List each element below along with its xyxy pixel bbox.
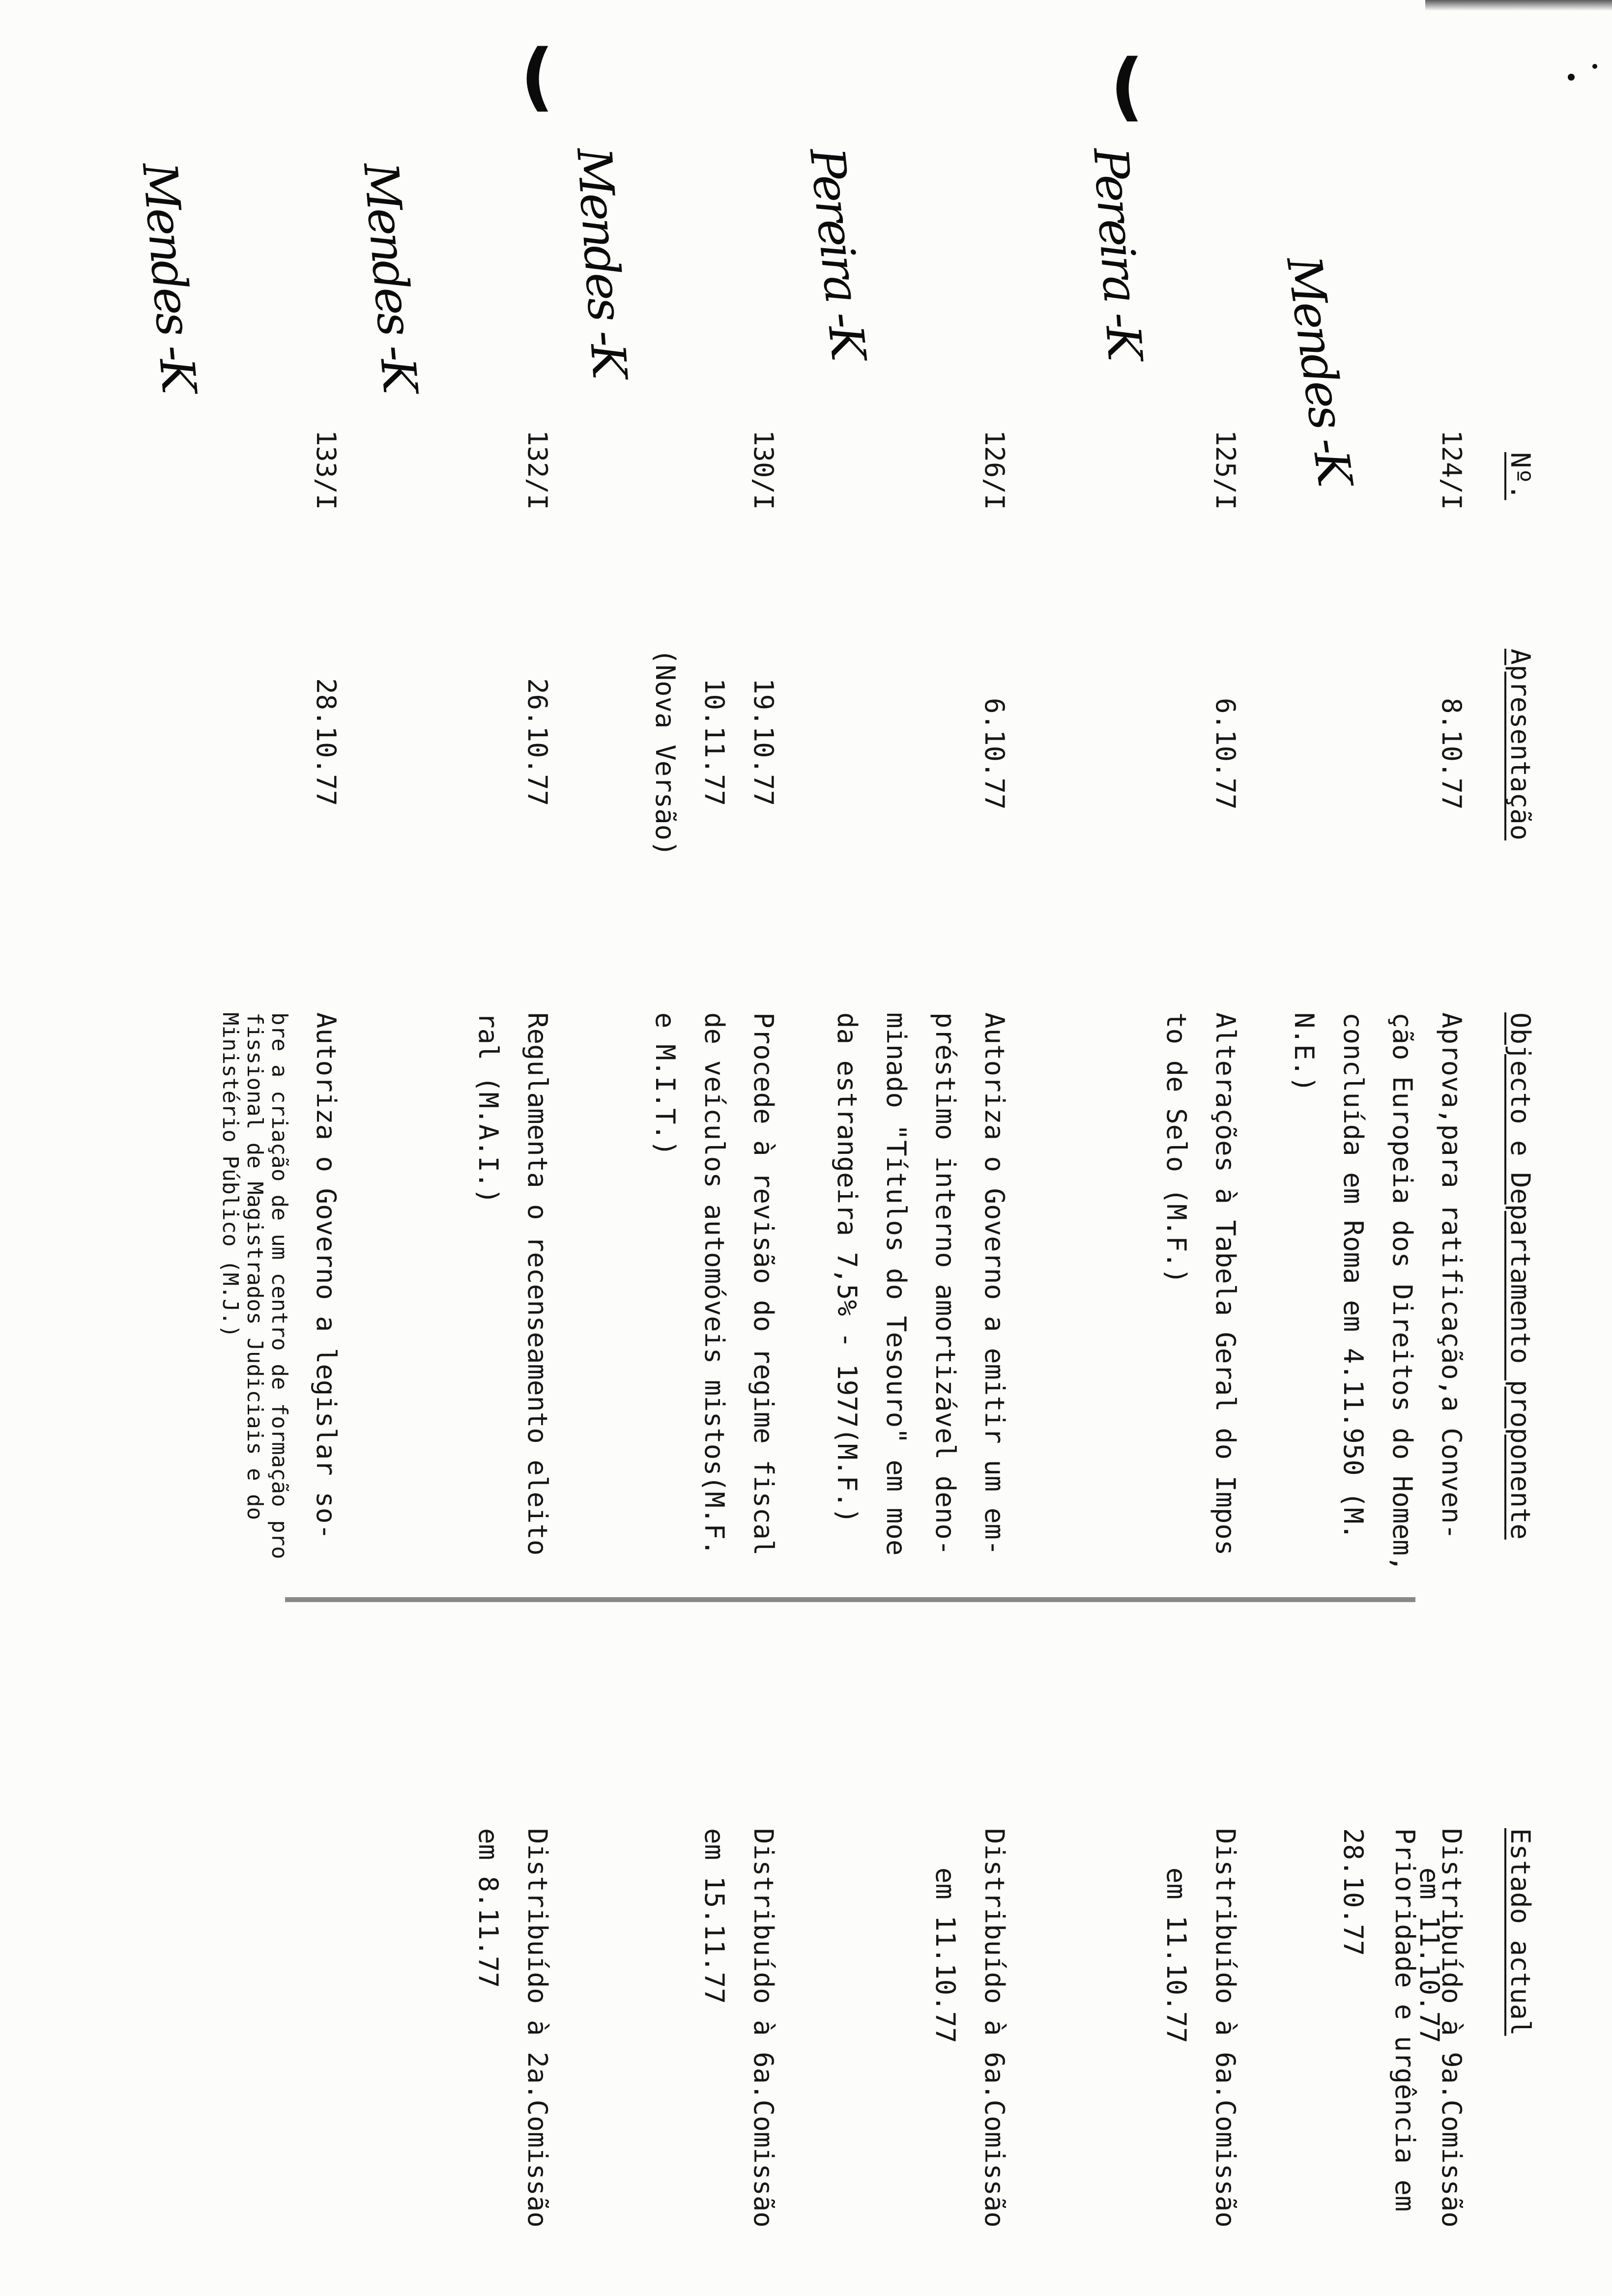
row-status-line: Distribuído à 2a.Comissão xyxy=(522,1828,553,2228)
row-subject-line: Aprova,para ratificação,a Conven- xyxy=(1436,1012,1467,1540)
row-date: 28.10.77 xyxy=(311,678,342,806)
pencil-stroke xyxy=(285,1597,1415,1602)
row-subject-line: bre a criação de um centro de formação pro xyxy=(267,1012,292,1559)
row-date: 6.10.77 xyxy=(979,698,1010,810)
handwritten-mark: ) xyxy=(1110,48,1144,134)
row-subject-line: Procede à revisão do regime fiscal xyxy=(748,1012,779,1556)
row-subject-line: concluída em Roma em 4.11.950 (M. xyxy=(1338,1012,1369,1540)
row-subject-line: de veículos automóveis mistos(M.F. xyxy=(699,1012,730,1556)
row-number: 126/I xyxy=(979,430,1010,510)
row-subject-line: N.E.) xyxy=(1289,1012,1320,1092)
row-number: 130/I xyxy=(748,430,779,510)
row-number: 125/I xyxy=(1210,430,1241,510)
handwritten-signature: Mendes -K xyxy=(352,160,428,393)
handwritten-mark: ) xyxy=(520,38,554,124)
handwritten-signature: Pereira -K xyxy=(799,145,876,360)
row-status-line: em 11.10.77 xyxy=(1414,1867,1445,2043)
row-status-line: 28.10.77 xyxy=(1338,1828,1369,1956)
row-subject-line: Autoriza o Governo a legislar so- xyxy=(311,1012,342,1540)
handwritten-signature: Mendes -K xyxy=(131,160,207,393)
row-date: 6.10.77 xyxy=(1210,698,1241,810)
row-subject-line: Regulamenta o recenseamento eleito xyxy=(522,1012,553,1556)
header-number: Nº. xyxy=(1505,452,1536,500)
row-date: 26.10.77 xyxy=(522,678,553,806)
row-number: 124/I xyxy=(1436,430,1467,510)
row-subject-line: to de Selo (M.F.) xyxy=(1161,1012,1192,1284)
row-status-line: em 8.11.77 xyxy=(473,1828,504,1988)
row-status-line: Distribuído à 6a.Comissão xyxy=(748,1828,779,2228)
row-subject-line: ral (M.A.I.) xyxy=(473,1012,504,1205)
row-number: 132/I xyxy=(522,430,553,510)
row-status-line: Prioridade e urgência em xyxy=(1389,1828,1420,2212)
row-subject-line: ção Europeia dos Direitos do Homem, xyxy=(1387,1012,1418,1572)
row-subject-line: da estrangeira 7,5% - 1977(M.F.) xyxy=(832,1012,863,1524)
row-date: 8.10.77 xyxy=(1436,698,1467,810)
header-status: Estado actual xyxy=(1505,1828,1536,2036)
row-subject-line: Alterações à Tabela Geral do Impos xyxy=(1210,1012,1241,1556)
row-date: 10.11.77 xyxy=(699,678,730,806)
row-status-line: Distribuído à 6a.Comissão xyxy=(1210,1828,1241,2228)
handwritten-signature: Pereira -K xyxy=(1083,145,1152,360)
row-status-line: em 11.10.77 xyxy=(930,1867,961,2043)
row-status-line: em 15.11.77 xyxy=(699,1828,730,2004)
header-presentation: Apresentação xyxy=(1505,649,1536,841)
row-status-line: em 11.10.77 xyxy=(1161,1867,1192,2043)
row-date-note: (Nova Versão) xyxy=(650,649,681,857)
row-subject-line: e M.I.T.) xyxy=(650,1012,681,1156)
row-date: 19.10.77 xyxy=(748,678,779,806)
row-subject-line: fissional de Magistrados Judiciais e do xyxy=(242,1012,267,1521)
row-number: 133/I xyxy=(311,430,342,510)
header-subject: Objecto e Departamento proponente xyxy=(1505,1012,1536,1540)
handwritten-signature: Mendes -K xyxy=(1276,253,1362,487)
row-subject-line: minado "Títulos do Tesouro" em moe xyxy=(881,1012,912,1556)
handwritten-signature: Mendes -K xyxy=(566,145,637,378)
row-status-line: Distribuído à 9a.Comissão xyxy=(1436,1828,1467,2228)
row-subject-line: Ministério Público (M.J.) xyxy=(218,1012,243,1338)
row-status-line: Distribuído à 6a.Comissão xyxy=(979,1828,1010,2228)
row-subject-line: Autoriza o Governo a emitir um em- xyxy=(979,1012,1010,1556)
row-subject-line: préstimo interno amortizável deno- xyxy=(930,1012,961,1556)
